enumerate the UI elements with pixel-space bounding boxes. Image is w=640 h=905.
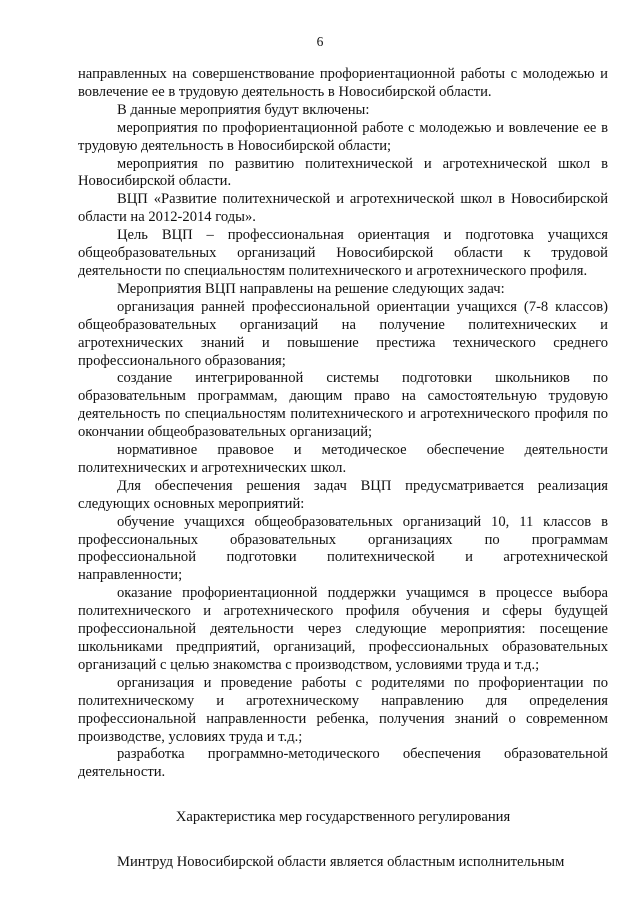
closing-paragraph: Минтруд Новосибирской области является областным исполнительным [117, 854, 565, 871]
body-paragraph: Цель ВЦП – профессиональная ориентация и подготовка учащихся общеобразовательных организаций Новосибирской области к трудовой деятельности по специальностям политехнического и агротехнического профиля. [78, 227, 608, 279]
body-paragraph: организация ранней профессиональной ориентации учащихся (7-8 классов) общеобразовательных организаций на получение политехнических и агротехнических знаний и повышение престижа технического среднего профессионального образования; [78, 298, 608, 369]
body-paragraph: мероприятия по развитию политехнической и агротехнической школ в Новосибирской области. [78, 155, 608, 190]
section-heading: Характеристика мер государственного регулирования [175, 809, 511, 826]
body-paragraph: оказание профориентационной поддержки учащимся в процессе выбора политехнического и агротехнического профиля обучения и сферы будущей профессиональной деятельности через следующие мероприятия: посещение школьниками предприятий, организаций, профессиональных образовательных организаций с целью знакомства с производством, условиями труда и т.д.; [78, 585, 608, 673]
page-body [78, 66, 608, 872]
body-paragraph: организация и проведение работы с родителями по профориентации по политехническому и агротехническому направлению для определения профессиональной направленности ребенка, получения знаний о современном производстве, условиях труда и т.д.; [78, 674, 608, 745]
body-paragraph: обучение учащихся общеобразовательных организаций 10, 11 классов в профессиональных образовательных организациях по программам профессиональной подготовки политехнической и агротехнической направленности; [78, 513, 608, 584]
body-paragraph: мероприятия по профориентационной работе с молодежью и вовлечение ее в трудовую деятельность в Новосибирской области; [78, 119, 608, 154]
paragraph-list [78, 66, 608, 782]
body-paragraph: разработка программно-методического обеспечения образовательной деятельности. [78, 746, 608, 781]
body-paragraph: В данные мероприятия будут включены: [117, 101, 370, 118]
body-paragraph: создание интегрированной системы подготовки школьников по образовательным программам, дающим право на самостоятельную трудовую деятельность по специальностям политехнического и агротехнического профиля по окончании общеобразовательных организаций; [78, 370, 608, 441]
body-paragraph: направленных на совершенствование профориентационной работы с молодежью и вовлечение ее в трудовую деятельность в Новосибирской области. [78, 66, 608, 100]
body-paragraph: Мероприятия ВЦП направлены на решение следующих задач: [117, 280, 505, 297]
page-number: 6 [316, 34, 324, 49]
body-paragraph: ВЦП «Развитие политехнической и агротехнической школ в Новосибирской области на 2012-2014 годы». [78, 191, 608, 226]
body-paragraph: нормативное правовое и методическое обеспечение деятельности политехнических и агротехнических школ. [78, 442, 608, 476]
body-paragraph: Для обеспечения решения задач ВЦП предусматривается реализация следующих основных мероприятий: [78, 477, 608, 512]
